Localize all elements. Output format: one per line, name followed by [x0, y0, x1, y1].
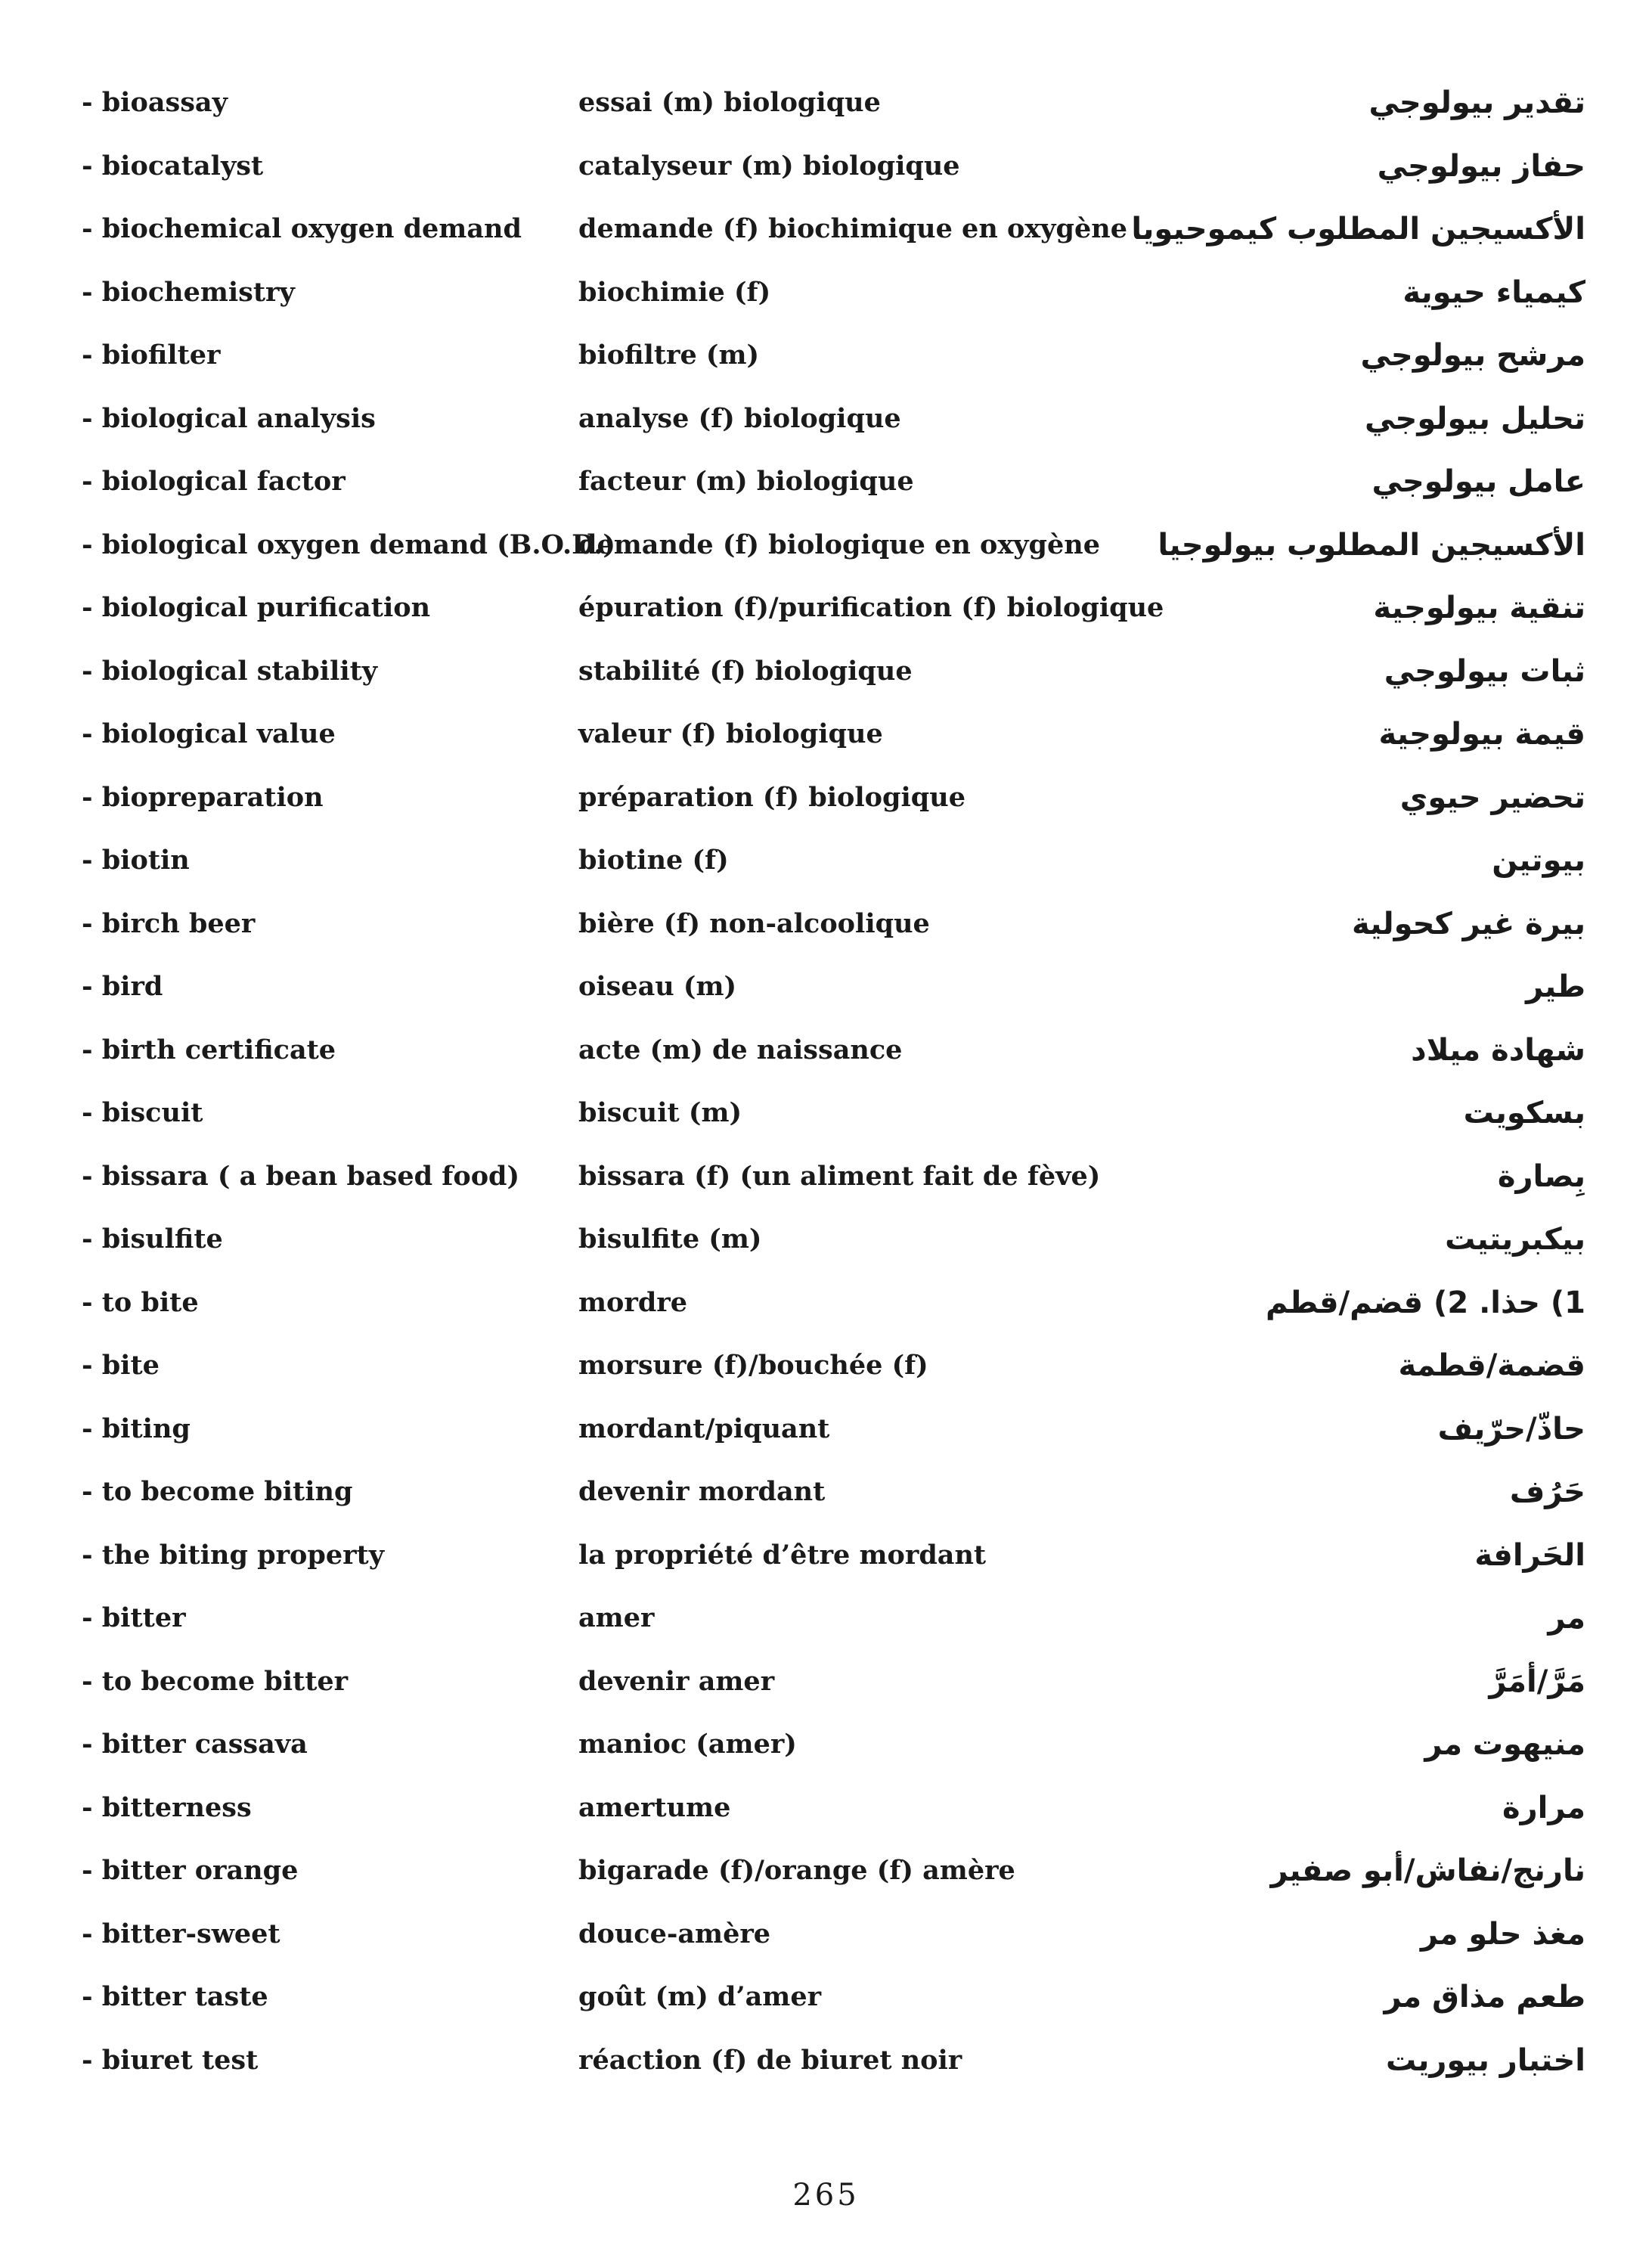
- arabic-term: شهادة ميلاد: [1411, 1033, 1585, 1068]
- french-term: biofiltre (m): [578, 340, 760, 371]
- entry-row: [0, 1462, 1652, 1522]
- english-term: - biochemical oxygen demand: [82, 213, 522, 244]
- entry-row: [0, 1335, 1652, 1396]
- french-term: douce-amère: [578, 1918, 771, 1949]
- english-term: - bioassay: [82, 87, 228, 118]
- arabic-term: مرارة: [1502, 1791, 1585, 1825]
- arabic-term: حاذّ/حرّيف: [1437, 1412, 1585, 1447]
- arabic-term: تنقية بيولوجية: [1373, 591, 1585, 625]
- english-term: - biuret test: [82, 2045, 259, 2076]
- entry-row: [0, 389, 1652, 449]
- arabic-term: الأكسيجين المطلوب بيولوجيا: [1158, 528, 1585, 563]
- entry-row: [0, 1146, 1652, 1207]
- french-term: demande (f) biologique en oxygène: [578, 529, 1100, 560]
- arabic-term: مر: [1548, 1601, 1585, 1636]
- arabic-term: تقدير بيولوجي: [1368, 85, 1585, 120]
- english-term: - bitter-sweet: [82, 1918, 280, 1949]
- english-term: - to become bitter: [82, 1666, 349, 1697]
- english-term: - biscuit: [82, 1097, 203, 1128]
- entry-row: [0, 1651, 1652, 1712]
- french-term: acte (m) de naissance: [578, 1034, 903, 1065]
- english-term: - bitterness: [82, 1792, 252, 1823]
- entry-row: [0, 1841, 1652, 1901]
- french-term: bigarade (f)/orange (f) amère: [578, 1855, 1015, 1886]
- arabic-term: طير: [1526, 969, 1585, 1004]
- french-term: réaction (f) de biuret noir: [578, 2045, 962, 2076]
- entry-row: [0, 894, 1652, 954]
- arabic-term: الأكسيجين المطلوب كيموحيويا: [1131, 212, 1585, 247]
- french-term: essai (m) biologique: [578, 87, 881, 118]
- french-term: manioc (amer): [578, 1729, 797, 1760]
- french-term: analyse (f) biologique: [578, 403, 901, 434]
- english-term: - birth certificate: [82, 1034, 336, 1065]
- french-term: bissara (f) (un aliment fait de fève): [578, 1161, 1101, 1192]
- arabic-term: ثبات بيولوجي: [1384, 654, 1585, 689]
- english-term: - to become biting: [82, 1476, 353, 1507]
- entry-row: [0, 1714, 1652, 1775]
- entry-row: [0, 1778, 1652, 1838]
- english-term: - birch beer: [82, 908, 256, 939]
- entry-row: [0, 641, 1652, 702]
- english-term: - bisulfite: [82, 1223, 223, 1255]
- arabic-term: مرشح بيولوجي: [1360, 338, 1585, 373]
- entry-row: [0, 136, 1652, 197]
- french-term: préparation (f) biologique: [578, 782, 965, 813]
- entry-row: [0, 830, 1652, 891]
- french-term: morsure (f)/bouchée (f): [578, 1350, 928, 1381]
- english-term: - biological factor: [82, 466, 346, 497]
- french-term: la propriété d’être mordant: [578, 1540, 987, 1571]
- arabic-term: 1) حذا. 2) قضم/قطم: [1266, 1286, 1585, 1320]
- french-term: amertume: [578, 1792, 731, 1823]
- entry-row: [0, 578, 1652, 638]
- arabic-term: تحليل بيولوجي: [1365, 402, 1585, 436]
- french-term: biotine (f): [578, 845, 729, 876]
- entry-row: [0, 1273, 1652, 1333]
- english-term: - biopreparation: [82, 782, 324, 813]
- arabic-term: بيرة غير كحولية: [1351, 907, 1585, 941]
- entry-row: [0, 2030, 1652, 2091]
- english-term: - bitter taste: [82, 1981, 268, 2012]
- arabic-term: كيمياء حيوية: [1402, 275, 1585, 310]
- english-term: - biological analysis: [82, 403, 376, 434]
- english-term: - biological purification: [82, 592, 431, 623]
- english-term: - biofilter: [82, 340, 221, 371]
- english-term: - biocatalyst: [82, 150, 264, 181]
- english-term: - bitter orange: [82, 1855, 299, 1886]
- arabic-term: بيكبريتيت: [1445, 1222, 1585, 1257]
- french-term: goût (m) d’amer: [578, 1981, 822, 2012]
- french-term: valeur (f) biologique: [578, 718, 883, 749]
- arabic-term: اختبار بيوريت: [1386, 2043, 1585, 2078]
- arabic-term: بِصارة: [1497, 1159, 1585, 1194]
- arabic-term: بسكويت: [1463, 1096, 1585, 1130]
- arabic-term: حفاز بيولوجي: [1377, 149, 1585, 184]
- entry-row: [0, 515, 1652, 575]
- english-term: - biological oxygen demand (B.O.D.): [82, 529, 615, 560]
- french-term: stabilité (f) biologique: [578, 656, 913, 687]
- english-term: - bitter: [82, 1602, 186, 1633]
- french-term: mordre: [578, 1287, 687, 1318]
- french-term: oiseau (m): [578, 971, 737, 1002]
- arabic-term: الحَرافة: [1474, 1538, 1585, 1573]
- english-term: - bissara ( a bean based food): [82, 1161, 520, 1192]
- french-term: biochimie (f): [578, 277, 771, 308]
- entry-row: [0, 1967, 1652, 2027]
- french-term: mordant/piquant: [578, 1413, 830, 1444]
- arabic-term: طعم مذاق مر: [1384, 1980, 1585, 2014]
- arabic-term: مغذ حلو مر: [1420, 1917, 1585, 1952]
- arabic-term: مَرَّ/أمَرَّ: [1489, 1664, 1585, 1699]
- entry-row: [0, 73, 1652, 133]
- arabic-term: حَرُف: [1509, 1475, 1585, 1509]
- english-term: - the biting property: [82, 1540, 385, 1571]
- entry-row: [0, 262, 1652, 323]
- english-term: - bird: [82, 971, 163, 1002]
- french-term: bisulfite (m): [578, 1223, 762, 1255]
- entry-row: [0, 1020, 1652, 1081]
- arabic-term: نارنج/نفاش/أبو صفير: [1270, 1853, 1585, 1888]
- arabic-term: قضمة/قطمة: [1398, 1348, 1585, 1383]
- english-term: - biotin: [82, 845, 190, 876]
- english-term: - to bite: [82, 1287, 199, 1318]
- entry-row: [0, 1525, 1652, 1586]
- page-number: 265: [792, 2178, 860, 2213]
- english-term: - bitter cassava: [82, 1729, 308, 1760]
- english-term: - biochemistry: [82, 277, 295, 308]
- french-term: demande (f) biochimique en oxygène: [578, 213, 1127, 244]
- entry-row: [0, 957, 1652, 1017]
- french-term: épuration (f)/purification (f) biologique: [578, 592, 1164, 623]
- entry-row: [0, 1588, 1652, 1648]
- english-term: - biological value: [82, 718, 336, 749]
- french-term: devenir amer: [578, 1666, 775, 1697]
- entry-row: [0, 325, 1652, 386]
- english-term: - biting: [82, 1413, 191, 1444]
- entry-row: [0, 768, 1652, 828]
- english-term: - bite: [82, 1350, 160, 1381]
- french-term: facteur (m) biologique: [578, 466, 914, 497]
- french-term: catalyseur (m) biologique: [578, 150, 960, 181]
- english-term: - biological stability: [82, 656, 378, 687]
- french-term: devenir mordant: [578, 1476, 826, 1507]
- arabic-term: قيمة بيولوجية: [1378, 717, 1585, 752]
- entry-row: [0, 704, 1652, 764]
- arabic-term: منيهوت مر: [1424, 1727, 1585, 1762]
- entry-row: [0, 1083, 1652, 1143]
- arabic-term: تحضير حيوي: [1399, 780, 1585, 815]
- entry-row: [0, 1209, 1652, 1270]
- arabic-term: عامل بيولوجي: [1372, 464, 1585, 499]
- entry-row: [0, 1399, 1652, 1459]
- french-term: amer: [578, 1602, 655, 1633]
- entry-row: [0, 451, 1652, 512]
- french-term: bière (f) non-alcoolique: [578, 908, 930, 939]
- french-term: biscuit (m): [578, 1097, 742, 1128]
- entry-row: [0, 199, 1652, 259]
- arabic-term: بيوتين: [1492, 843, 1585, 878]
- entry-row: [0, 1904, 1652, 1965]
